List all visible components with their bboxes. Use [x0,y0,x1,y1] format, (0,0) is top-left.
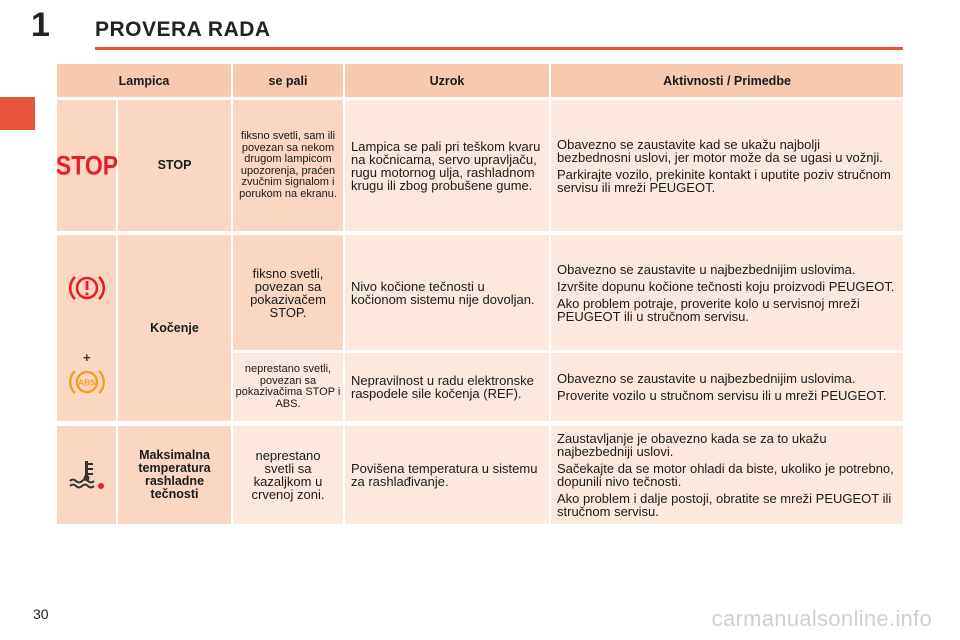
title-underline [95,47,903,50]
stop-warning-icon [55,151,118,181]
action-text: Proverite vozilo u stručnom servisu ili u mreži PEUGEOT. [557,388,887,403]
actions-brakes-1 [551,235,903,350]
stop-icon-cell [57,100,116,231]
page-title: PROVERA RADA [95,18,271,41]
cause-brakes-2 [345,353,549,421]
coolant-icon-cell [57,426,116,524]
condition-brakes-2: neprestano svetli, povezan sa pokazivačima STOP i ABS. [233,353,343,421]
cause-text: Nepravilnost u radu elektronske raspodele sile kočenja (REF). [351,373,534,401]
plus-sign: + [83,350,91,365]
condition-coolant: neprestano svetli sa kazaljkom u crvenoj zoni. [233,426,343,524]
action-text: Parkirajte vozilo, prekinite kontakt i uputite poziv stručnom servisu ili mreži PEUGEOT. [557,166,891,195]
lamp-name-stop: STOP [118,100,231,231]
column-header-cause: Uzrok [345,64,549,97]
lamp-name-brakes: Kočenje [118,235,231,421]
cause-text: Nivo kočione tečnosti u kočionom sistemu nije dovoljan. [351,278,535,307]
actions-stop [551,100,903,231]
brake-icon-cell [57,235,116,421]
action-text: Ako problem potraje, proverite kolo u servisnoj mreži PEUGEOT ili u stručnom servisu. [557,295,860,324]
cause-coolant [345,426,549,524]
actions-brakes-2 [551,353,903,421]
action-text: Ako problem i dalje postoji, obratite se mreži PEUGEOT ili stručnom servisu. [557,491,892,519]
action-text: Obavezno se zaustavite u najbezbednijim uslovima. [557,371,856,386]
action-text: Zaustavljanje je obavezno kada se za to ukažu najbezbedniji uslovi. [557,431,827,459]
cause-text: Povišena temperatura u sistemu za rashlađivanje. [351,461,538,489]
cause-text: Lampica se pali pri teškom kvaru na kočnicama, servo upravljaču, rugu motornog ulja, rashladnom krugu ili zbog probušene gume. [351,138,541,193]
condition-brakes-1: fiksno svetli, povezan sa pokazivačem STOP. [233,235,343,350]
page-number: 30 [33,606,49,622]
action-text: Obavezno se zaustavite u najbezbednijim uslovima. [557,261,856,277]
svg-text:STOP: STOP [55,151,118,181]
cause-stop [345,100,549,231]
watermark: carmanualsonline.info [711,606,932,631]
chapter-side-tab [0,97,35,130]
brake-warning-icon [68,273,106,303]
cause-brakes-1 [345,235,549,350]
action-text: Izvršite dopunu kočione tečnosti koju proizvodi PEUGEOT. [557,278,895,294]
condition-stop: fiksno svetli, sam ili povezan sa nekom drugom lampicom upozorenja, praćen zvučnim signalom i porukom na ekranu. [233,100,343,231]
actions-coolant [551,426,903,524]
coolant-temperature-icon [67,459,107,491]
column-header-actions: Aktivnosti / Primedbe [551,64,903,97]
column-header-condition: se pali [233,64,343,97]
abs-warning-icon [68,367,106,397]
column-header-lamp: Lampica [57,64,231,97]
lamp-name-coolant: Maksimalna temperatura rashladne tečnosti [118,426,231,524]
chapter-number: 1 [31,6,50,44]
action-text: Sačekajte da se motor ohladi da biste, ukoliko je potrebno, dopunili nivo tečnosti. [557,461,894,489]
svg-text:ABS: ABS [78,377,96,388]
action-text: Obavezno se zaustavite kad se ukažu najbolji bezbednosni uslovi, jer motor može da se ugasi u vožnji. [557,136,883,165]
